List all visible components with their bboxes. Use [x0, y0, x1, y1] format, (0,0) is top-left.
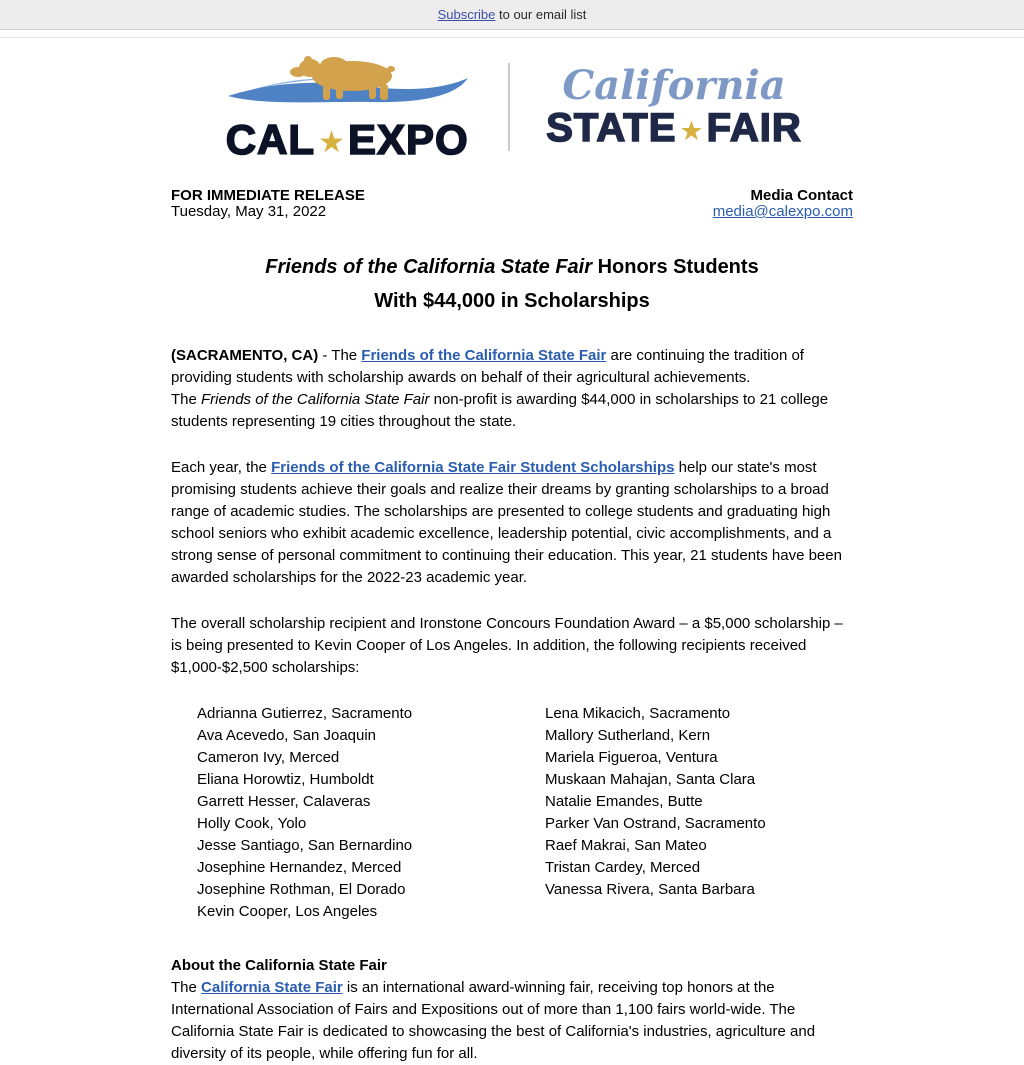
list-item: Josephine Hernandez, Merced [197, 859, 402, 876]
list-item: Josephine Rothman, El Dorado [197, 881, 406, 898]
media-contact [713, 188, 853, 220]
p1-text: are continuing the tradition of providing students with scholarship awards on behalf of their agricultural achievements. [171, 347, 804, 386]
bear-wave-icon [222, 53, 472, 117]
calexpo-wordmark [225, 116, 469, 163]
about-paragraph [171, 977, 853, 1065]
press-release-body [171, 188, 853, 1065]
list-item: Adrianna Gutierrez, Sacramento [197, 705, 413, 722]
list-item: Tristan Cardey, Merced [545, 859, 701, 876]
list-item: Eliana Horowtiz, Humboldt [197, 771, 374, 788]
state-fair-logo [546, 62, 802, 150]
list-item: Lena Mikacich, Sacramento [545, 705, 731, 722]
statefair-state-text: STATE [546, 106, 677, 150]
release-header [171, 188, 853, 220]
p2-text: Each year, the [171, 459, 272, 476]
list-item: Cameron Ivy, Merced [197, 749, 340, 766]
scholarships-link[interactable]: Friends of the California State Fair Student Scholarships [271, 459, 675, 476]
list-item: Mallory Sutherland, Kern [545, 727, 711, 744]
headline-line1 [171, 250, 853, 284]
about-text: The [171, 979, 202, 996]
list-item: Ava Acevedo, San Joaquin [197, 727, 377, 744]
list-item: Garrett Hesser, Calaveras [197, 793, 371, 810]
gold-star-icon: ★ [318, 126, 345, 159]
dateline: (SACRAMENTO, CA) [171, 347, 319, 364]
headline-line2: With $44,000 in Scholarships [374, 290, 650, 312]
p1-text: - The [318, 347, 362, 364]
p1-italic-text: Friends of the California State Fair [201, 391, 430, 408]
header-divider-line [0, 37, 1024, 38]
paragraph-3: The overall scholarship recipient and Ironstone Concours Foundation Award – a $5,000 scholarship – is being presented to Kevin Cooper of Los Angeles. In addition, the following recipients received $1,000-$2,500 scholarships: [171, 615, 843, 676]
release-label: FOR IMMEDIATE RELEASE [171, 187, 365, 204]
calexpo-expo-text: EXPO [347, 116, 469, 163]
logo-divider [508, 63, 510, 151]
about-section [171, 955, 853, 1065]
subscribe-bar-text: to our email list [495, 7, 587, 22]
about-heading: About the California State Fair [171, 957, 387, 974]
list-item: Natalie Emandes, Butte [545, 793, 703, 810]
headline [171, 250, 853, 318]
paragraph-1 [171, 345, 853, 433]
headline-italic-text: Friends of the California State Fair [265, 256, 593, 278]
calexpo-cal-text: CAL [225, 116, 316, 163]
about-text: is an international award-winning fair, receiving top honors at the International Association of Fairs and Expositions out of more than 1,100 fairs world-wide. The California State Fair is dedicated to showcasing the best of California's industries, agriculture and diversity of its people, while offering fun for all. [171, 979, 816, 1062]
list-item: Jesse Santiago, San Bernardino [197, 837, 413, 854]
statefair-fair-text: FAIR [706, 106, 802, 150]
list-item: Kevin Cooper, Los Angeles [197, 903, 378, 920]
statefair-wordmark [546, 108, 802, 148]
friends-link[interactable]: Friends of the California State Fair [361, 347, 607, 364]
release-info [171, 188, 365, 220]
subscribe-bar [0, 0, 1024, 30]
logo-lockup [0, 52, 1024, 162]
california-script-text: California [562, 62, 786, 109]
p2-text: help our state's most promising students achieve their goals and realize their dreams by granting scholarships to a broad range of academic studies. The scholarships are presented to college students and graduating high school seniors who exhibit academic excellence, leadership potential, civic accomplishments, and a strong sense of personal commitment to continuing their education. This year, 21 students have been awarded scholarships for the 2022-23 academic year. [171, 459, 842, 586]
list-item: Muskaan Mahajan, Santa Clara [545, 771, 756, 788]
recipients-right-column [545, 703, 766, 923]
recipients-left-column [197, 703, 545, 923]
subscribe-link[interactable]: Subscribe [437, 7, 496, 22]
release-date: Tuesday, May 31, 2022 [171, 203, 327, 220]
state-fair-link[interactable]: California State Fair [201, 979, 343, 996]
media-email-link[interactable]: media@calexpo.com [712, 203, 853, 220]
media-contact-label: Media Contact [750, 187, 853, 204]
list-item: Holly Cook, Yolo [197, 815, 307, 832]
list-item: Raef Makrai, San Mateo [545, 837, 707, 854]
p1-text: non-profit is awarding $44,000 in scholarships to 21 college students representing 19 cities throughout the state. [171, 391, 829, 430]
list-item: Mariela Figueroa, Ventura [545, 749, 718, 766]
paragraph-2 [171, 457, 853, 589]
calexpo-logo [222, 53, 472, 161]
list-item: Vanessa Rivera, Santa Barbara [545, 881, 755, 898]
p1-text: The [171, 391, 202, 408]
headline-line1-rest: Honors Students [592, 256, 759, 278]
recipients-list [197, 703, 853, 923]
list-item: Parker Van Ostrand, Sacramento [545, 815, 766, 832]
gold-star-icon: ★ [679, 116, 704, 146]
